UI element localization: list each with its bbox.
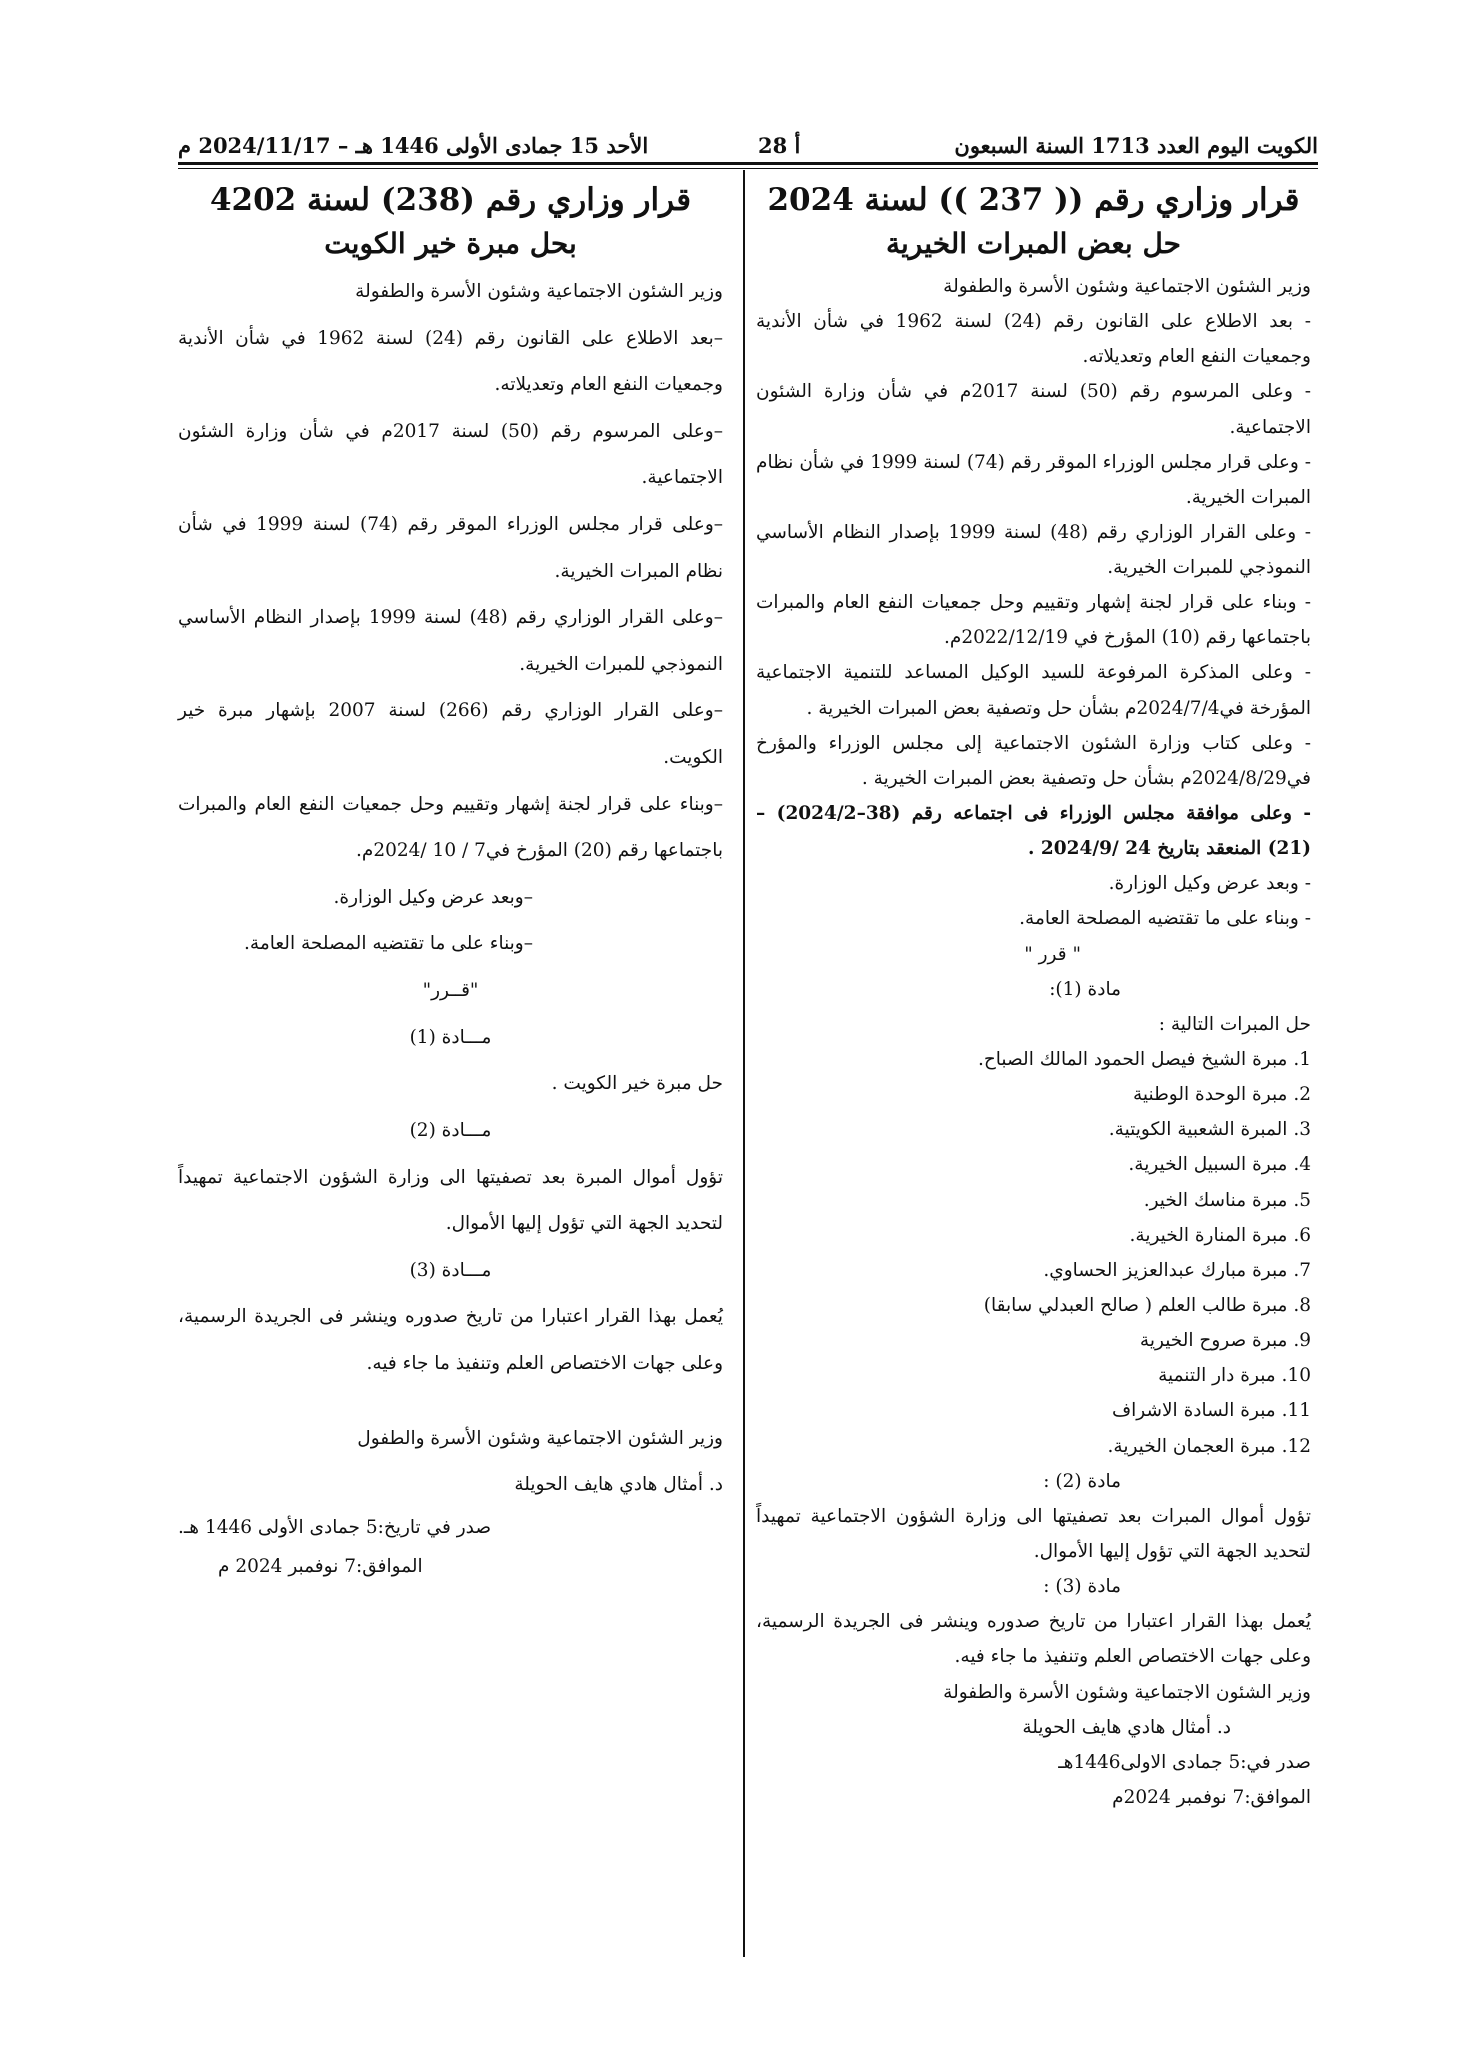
recital: –وبناء على ما تقتضيه المصلحة العامة. <box>244 933 533 955</box>
article-2-text: تؤول أموال المبرة بعد تصفيتها الى وزارة الشؤون الاجتماعية تمهيداً لتحديد الجهة التي تؤول إليها الأموال. <box>178 1166 723 1235</box>
recital: - وعلى المذكرة المرفوعة للسيد الوكيل المساعد للتنمية الاجتماعية المؤرخة في2024/7/4م بشأن حل وتصفية بعض المبرات الخيرية . <box>756 662 1311 719</box>
list-item: 4. مبرة السبيل الخيرية. <box>1128 1154 1311 1176</box>
article-3-heading: مـــادة (3) <box>409 1259 492 1281</box>
recital: - بعد الاطلاع على القانون رقم (24) لسنة 1962 في شأن الأندية وجمعيات النفع العام وتعديلاته. <box>756 311 1312 368</box>
article-3-text: يُعمل بهذا القرار اعتبارا من تاريخ صدوره وينشر فى الجريدة الرسمية، وعلى جهات الاختصاص العلم وتنفيذ ما جاء فيه. <box>756 1611 1311 1668</box>
article-3-text: يُعمل بهذا القرار اعتبارا من تاريخ صدوره وينشر فى الجريدة الرسمية، وعلى جهات الاختصاص العلم وتنفيذ ما جاء فيه. <box>178 1306 723 1374</box>
header-rule-thick <box>178 162 1318 165</box>
recital: - وعلى موافقة مجلس الوزراء فى اجتماعه رقم (38–2024/2) – (21) المنعقد بتاريخ 24 /2024/9 . <box>756 803 1311 860</box>
recital: –وعلى المرسوم رقم (50) لسنة 2017م في شأن وزارة الشئون الاجتماعية. <box>178 420 723 489</box>
gazette-issue: الكويت اليوم العدد 1713 السنة السبعون <box>954 133 1318 158</box>
recital: –وعلى القرار الوزاري رقم (48) لسنة 1999 بإصدار النظام الأساسي النموذجي للمبرات الخيرية. <box>178 607 723 675</box>
recital: - وبناء على ما تقتضيه المصلحة العامة. <box>1019 908 1311 930</box>
recital: - وبناء على قرار لجنة إشهار وتقييم وحل جمعيات النفع العام والمبرات باجتماعها رقم (10) المؤرخ في 2022/12/19م. <box>756 592 1311 649</box>
recital: - وعلى المرسوم رقم (50) لسنة 2017م في شأن وزارة الشئون الاجتماعية. <box>756 381 1312 438</box>
column-divider <box>743 170 745 1957</box>
list-item: 12. مبرة العجمان الخيرية. <box>1107 1435 1311 1457</box>
signature-title: وزير الشئون الاجتماعية وشئون الأسرة والطفول <box>357 1427 723 1449</box>
decided-label: " قرر " <box>1024 943 1081 965</box>
recital: –وبناء على قرار لجنة إشهار وتقييم وحل جمعيات النفع العام والمبرات باجتماعها رقم (20) المؤرخ في7 / 10 /2024م. <box>178 793 723 862</box>
article-1-intro: حل المبرات التالية : <box>1158 1013 1311 1035</box>
recital: - وعلى القرار الوزاري رقم (48) لسنة 1999 بإصدار النظام الأساسي النموذجي للمبرات الخيرية. <box>756 521 1311 579</box>
page-header <box>178 118 1318 158</box>
recital: –وعلى قرار مجلس الوزراء الموقر رقم (74) لسنة 1999 في شأن نظام المبرات الخيرية. <box>178 513 724 582</box>
list-item: 1. مبرة الشيخ فيصل الحمود المالك الصباح. <box>977 1049 1311 1071</box>
signature-title: وزير الشئون الاجتماعية وشئون الأسرة والطفولة <box>943 1681 1311 1703</box>
header-rule-thin <box>178 168 1318 169</box>
decision-238-column <box>178 178 723 1586</box>
list-item: 2. مبرة الوحدة الوطنية <box>1132 1084 1311 1106</box>
list-item: 5. مبرة مناسك الخير. <box>1143 1189 1311 1211</box>
corresponding-date: الموافق:7 نوفمبر 2024 م <box>218 1555 423 1577</box>
article-1-heading: مادة (1): <box>1049 978 1121 1000</box>
recital: - وعلى قرار مجلس الوزراء الموقر رقم (74) لسنة 1999 في شأن نظام المبرات الخيرية. <box>756 451 1312 508</box>
recital: - وعلى كتاب وزارة الشئون الاجتماعية إلى مجلس الوزراء والمؤرخ في2024/8/29م بشأن حل وتصفية بعض المبرات الخيرية . <box>756 732 1311 789</box>
list-item: 9. مبرة صروح الخيرية <box>1139 1330 1311 1352</box>
article-1-heading: مـــادة (1) <box>409 1026 492 1048</box>
list-item: 3. المبرة الشعبية الكويتية. <box>1108 1119 1311 1141</box>
signature-name: د. أمثال هادي هايف الحويلة <box>1022 1716 1231 1738</box>
recital: - وبعد عرض وكيل الوزارة. <box>1108 873 1311 895</box>
list-item: 10. مبرة دار التنمية <box>1158 1365 1311 1387</box>
spacer <box>178 1388 723 1416</box>
page-number: أ 28 <box>758 133 801 158</box>
header-right-group <box>758 133 1318 158</box>
recital: –وعلى القرار الوزاري رقم (266) لسنة 2007 بإشهار مبرة خير الكويت. <box>178 700 723 769</box>
decision-237-title: قرار وزاري رقم (( 237 )) لسنة 2024 <box>767 182 1300 218</box>
list-item: 11. مبرة السادة الاشراف <box>1111 1400 1311 1422</box>
signature-name: د. أمثال هادي هايف الحويلة <box>514 1474 723 1496</box>
decision-238-subtitle: بحل مبرة خير الكويت <box>324 226 577 260</box>
article-2-heading: مـــادة (2) <box>409 1119 492 1141</box>
header-date: الأحد 15 جمادى الأولى 1446 هـ – 2024/11/17 م <box>178 133 649 158</box>
list-item: 6. مبرة المنارة الخيرية. <box>1129 1224 1311 1246</box>
recital: –بعد الاطلاع على القانون رقم (24) لسنة 1962 في شأن الأندية وجمعيات النفع العام وتعديلاته. <box>178 327 724 396</box>
article-2-text: تؤول أموال المبرات بعد تصفيتها الى وزارة الشؤون الاجتماعية تمهيداً لتحديد الجهة التي تؤول إليها الأموال. <box>756 1505 1311 1562</box>
decision-237-minister: وزير الشئون الاجتماعية وشئون الأسرة والطفولة <box>943 275 1311 297</box>
decision-238-minister: وزير الشئون الاجتماعية وشئون الأسرة والطفولة <box>355 280 723 302</box>
corresponding-date: الموافق:7 نوفمبر 2024م <box>1112 1786 1311 1808</box>
article-3-heading: مادة (3) : <box>1043 1576 1121 1598</box>
article-1-text: حل مبرة خير الكويت . <box>551 1073 723 1095</box>
decision-237-column <box>756 178 1311 1815</box>
decision-237-subtitle: حل بعض المبرات الخيرية <box>886 226 1181 260</box>
list-item: 8. مبرة طالب العلم ( صالح العبدلي سابقا) <box>983 1295 1311 1317</box>
decision-238-title: قرار وزاري رقم (238) لسنة 4202 <box>209 182 692 218</box>
decided-label: "قــرر" <box>422 980 479 1002</box>
article-2-heading: مادة (2) : <box>1043 1470 1121 1492</box>
recital: –وبعد عرض وكيل الوزارة. <box>333 886 533 908</box>
issued-date: صدر في تاريخ:5 جمادى الأولى 1446 هـ. <box>178 1516 492 1538</box>
list-item: 7. مبرة مبارك عبدالعزيز الحساوي. <box>1043 1259 1311 1281</box>
issued-date: صدر في:5 جمادى الاولى1446هـ <box>1058 1751 1311 1773</box>
